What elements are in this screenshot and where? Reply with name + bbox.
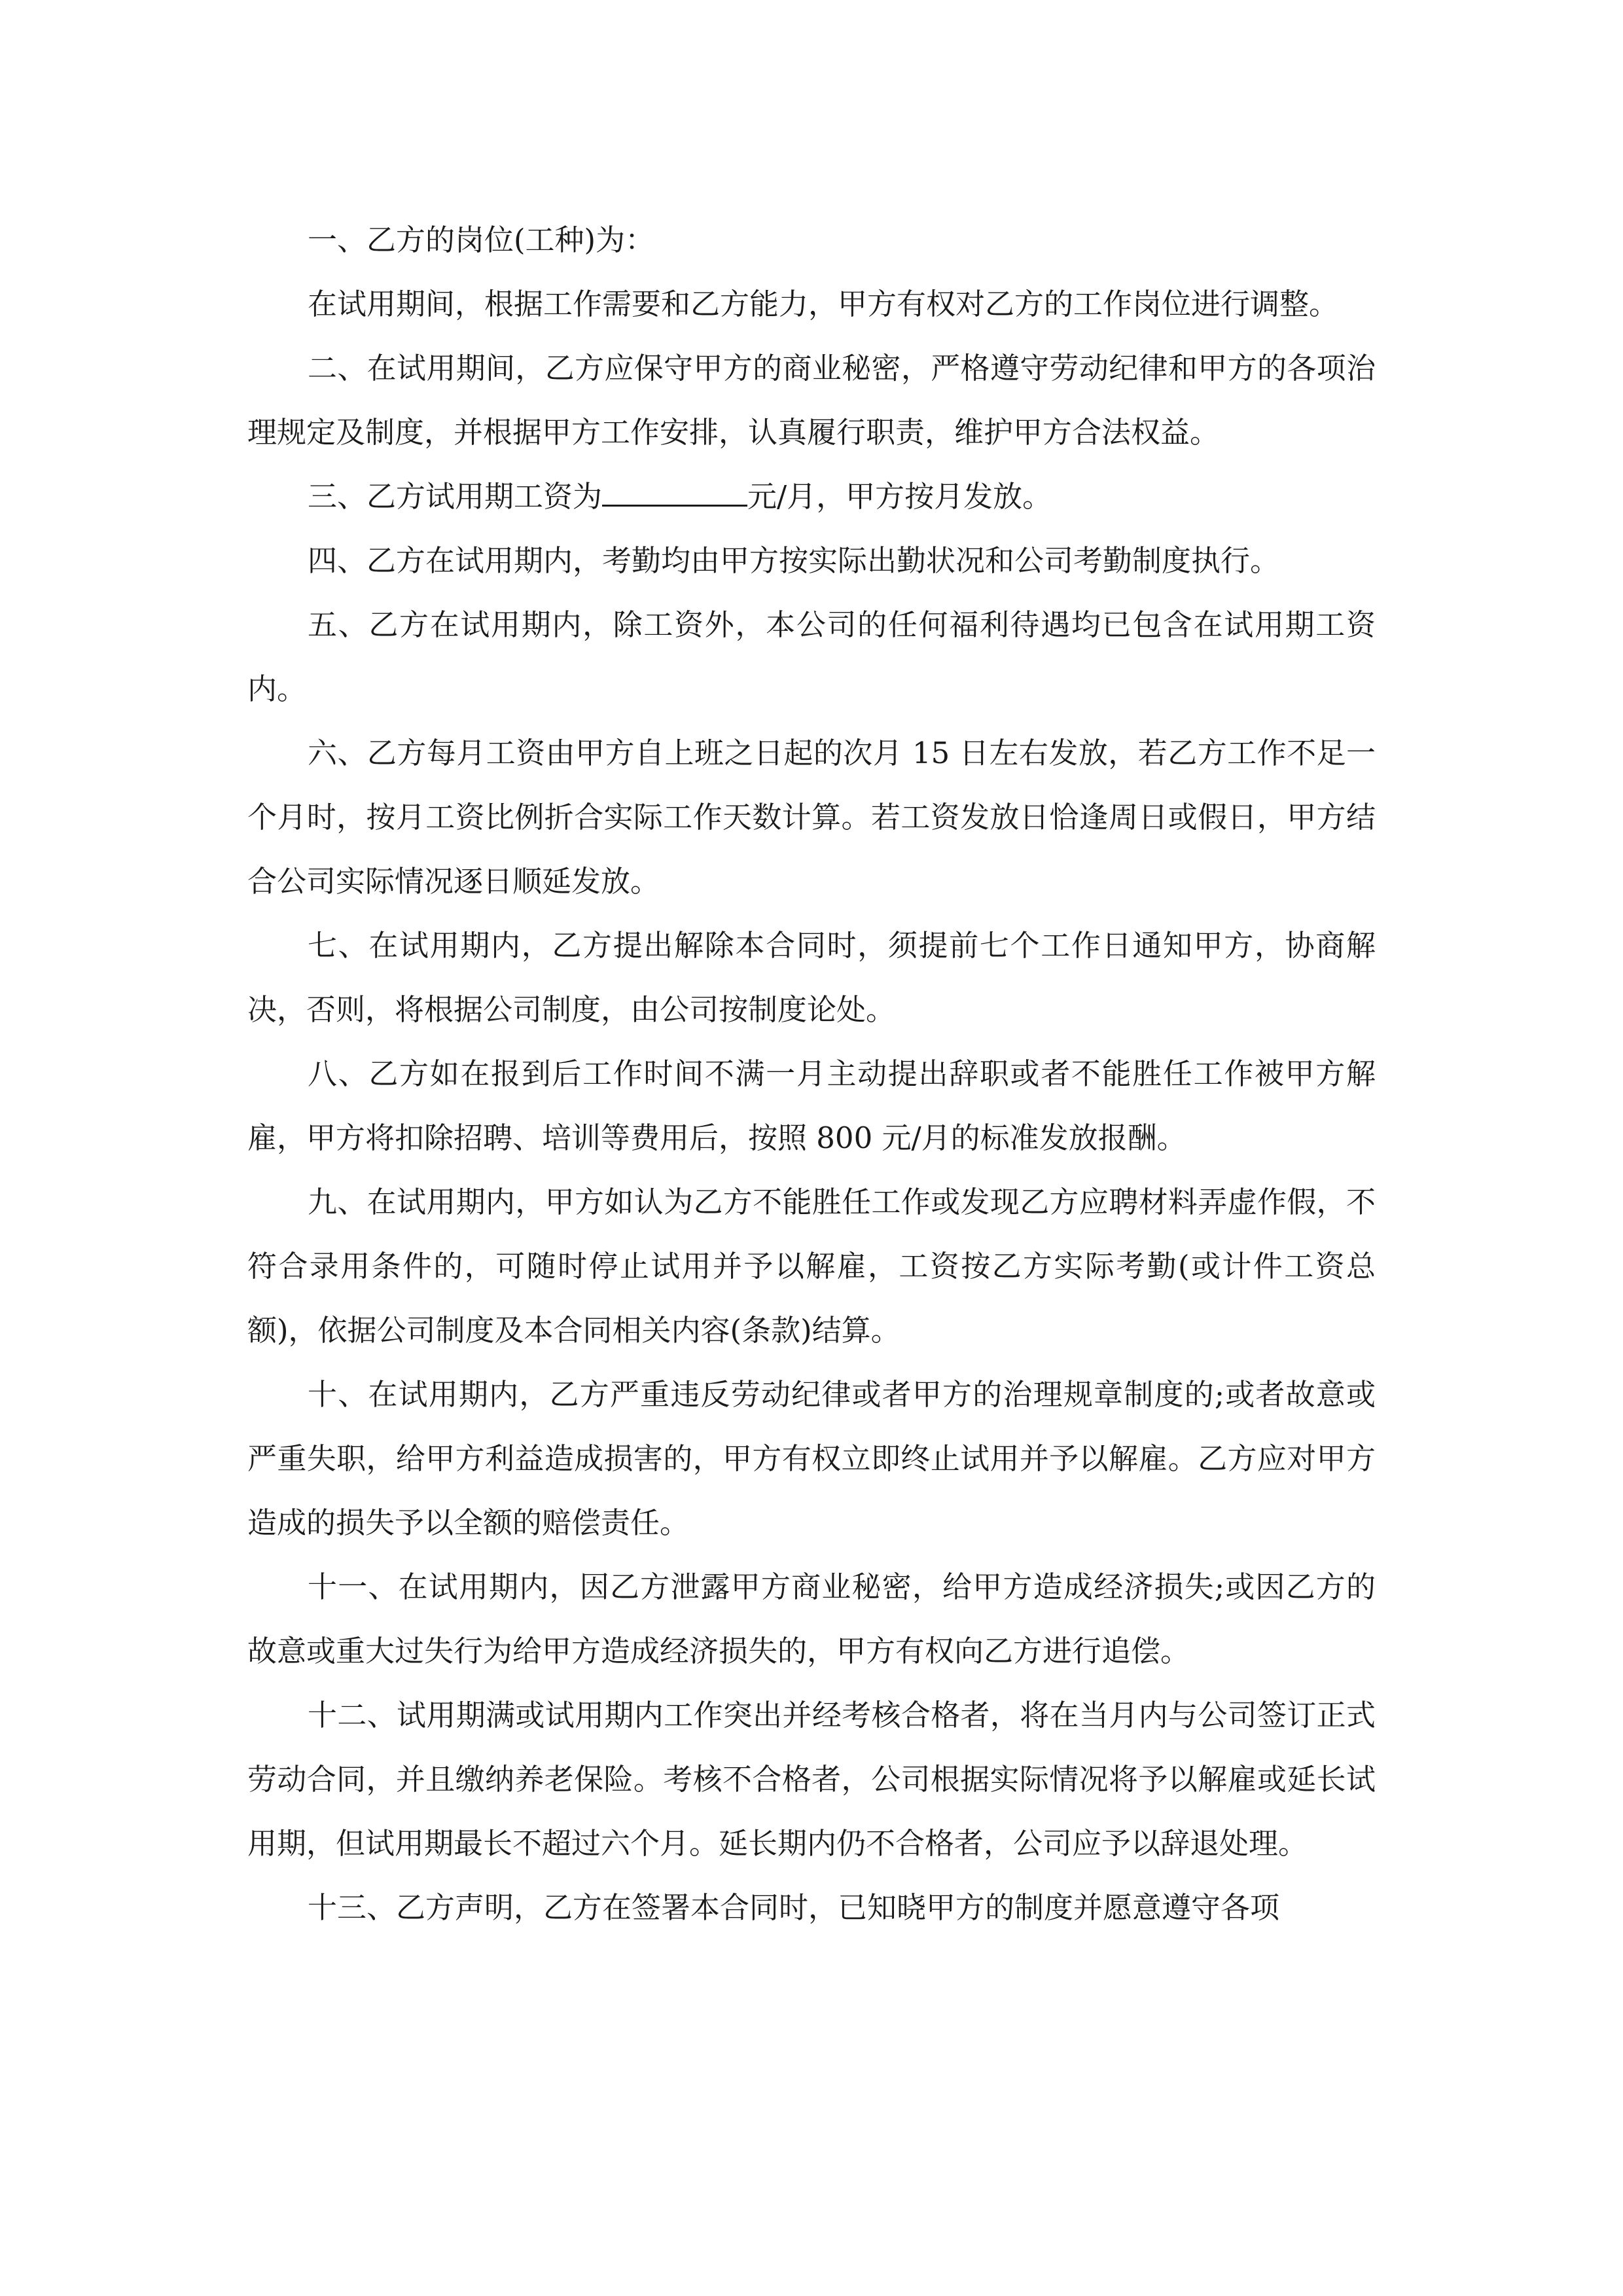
clause-3-text-before: 三、乙方试用期工资为 (308, 479, 603, 514)
clause-13-declaration: 十三、乙方声明，乙方在签署本合同时，已知晓甲方的制度并愿意遵守各项 (308, 1890, 1280, 1925)
clause-10-discipline: 十、在试用期内，乙方严重违反劳动纪律或者甲方的治理规章制度的;或者故意或严重失职，给甲方利益造成损害的，甲方有权立即终止试用并予以解雇。乙方应对甲方造成的损失予以全额的赔偿责任。 (247, 1377, 1376, 1540)
clause-3-text-after: 元/月，甲方按月发放。 (747, 479, 1052, 514)
salary-blank-field (602, 478, 747, 507)
clause-11-trade-secrets: 十一、在试用期内，因乙方泄露甲方商业秘密，给甲方造成经济损失;或因乙方的故意或重大过失行为给甲方造成经济损失的，甲方有权向乙方进行追偿。 (247, 1570, 1376, 1668)
clause-6-payday: 六、乙方每月工资由甲方自上班之日起的次月 15 日左右发放，若乙方工作不足一个月时，按月工资比例折合实际工作天数计算。若工资发放日恰逢周日或假日，甲方结合公司实际情况逐日顺延发放。 (247, 736, 1376, 899)
clause-7-termination-notice: 七、在试用期内，乙方提出解除本合同时，须提前七个工作日通知甲方，协商解决，否则，将根据公司制度，由公司按制度论处。 (247, 928, 1376, 1027)
clause-4-attendance: 四、乙方在试用期内，考勤均由甲方按实际出勤状况和公司考勤制度执行。 (308, 543, 1280, 578)
clause-2-confidentiality: 二、在试用期间，乙方应保守甲方的商业秘密，严格遵守劳动纪律和甲方的各项治理规定及制度，并根据甲方工作安排，认真履行职责，维护甲方合法权益。 (247, 351, 1376, 450)
clause-1-position: 一、乙方的岗位(工种)为： (308, 223, 655, 257)
clause-8-early-resignation: 八、乙方如在报到后工作时间不满一月主动提出辞职或者不能胜任工作被甲方解雇，甲方将扣除招聘、培训等费用后，按照 800 元/月的标准发放报酬。 (247, 1056, 1376, 1155)
clause-5-benefits: 五、乙方在试用期内，除工资外，本公司的任何福利待遇均已包含在试用期工资内。 (247, 607, 1376, 706)
clause-9-dismissal: 九、在试用期内，甲方如认为乙方不能胜任工作或发现乙方应聘材料弄虚作假，不符合录用条件的，可随时停止试用并予以解雇，工资按乙方实际考勤(或计件工资总额)，依据公司制度及本合同相关内容(条款)结算。 (247, 1185, 1376, 1348)
contract-body (247, 208, 1376, 1940)
clause-1-adjustment: 在试用期间，根据工作需要和乙方能力，甲方有权对乙方的工作岗位进行调整。 (308, 287, 1339, 321)
clause-3-salary (247, 465, 1376, 529)
clause-12-evaluation: 十二、试用期满或试用期内工作突出并经考核合格者，将在当月内与公司签订正式劳动合同，并且缴纳养老保险。考核不合格者，公司根据实际情况将予以解雇或延长试用期，但试用期最长不超过六个月。延长期内仍不合格者，公司应予以辞退处理。 (247, 1698, 1376, 1861)
